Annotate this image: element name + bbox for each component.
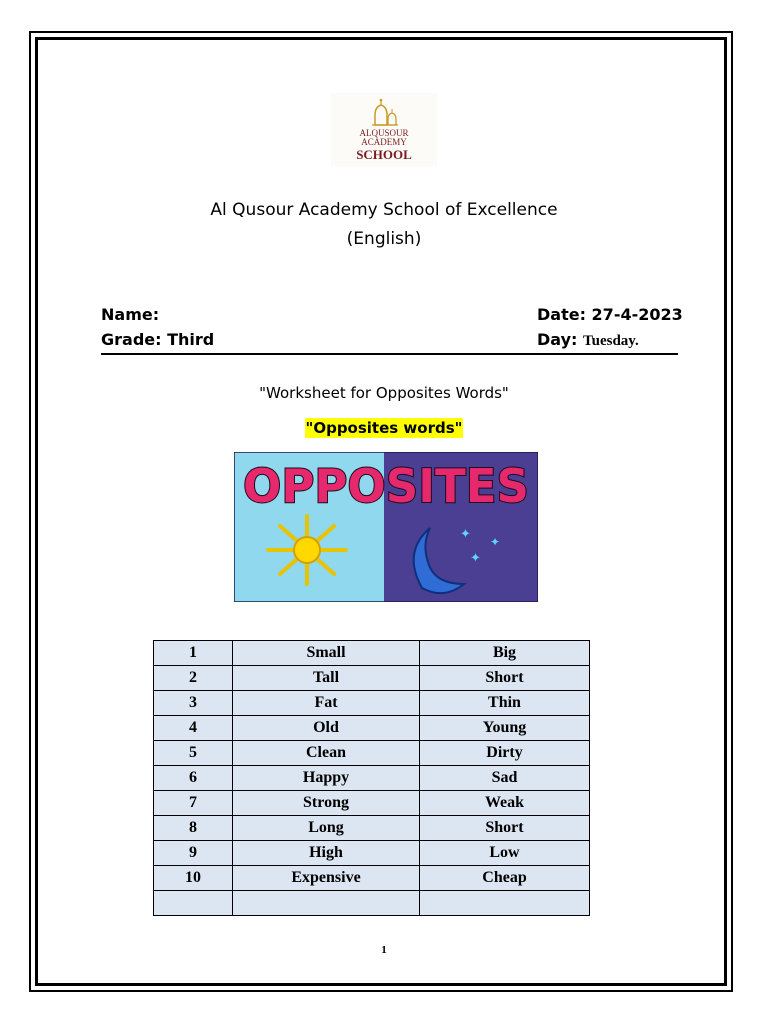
sun-icon (268, 516, 346, 584)
row-number-cell: 9 (154, 841, 233, 866)
opposites-banner (234, 452, 538, 602)
row-number-cell: 5 (154, 741, 233, 766)
date-label: Date: 27-4-2023 (537, 305, 683, 324)
name-label: Name: (101, 305, 160, 324)
word-cell: Happy (233, 766, 420, 791)
row-number-cell: 7 (154, 791, 233, 816)
highlight-title-wrap (34, 419, 734, 438)
opposite-word-cell: Cheap (420, 866, 590, 891)
row-number-cell: 1 (154, 641, 233, 666)
svg-text:✦: ✦ (490, 535, 501, 549)
row-number-cell: 3 (154, 691, 233, 716)
word-cell: Clean (233, 741, 420, 766)
table-row (154, 816, 590, 841)
opposite-word-cell: Big (420, 641, 590, 666)
day-value: Tuesday. (583, 333, 639, 349)
opposite-word-cell: Young (420, 716, 590, 741)
word-cell: Fat (233, 691, 420, 716)
logo-text-line1: ALQUSOUR (359, 128, 409, 138)
opposite-word-cell: Weak (420, 791, 590, 816)
opposite-word-cell: Short (420, 816, 590, 841)
opposite-word-cell: Sad (420, 766, 590, 791)
logo-text-line3: SCHOOL (356, 147, 412, 162)
table-row (154, 841, 590, 866)
table-row (154, 641, 590, 666)
row-number-cell: 8 (154, 816, 233, 841)
day-field (537, 330, 639, 350)
opposites-table (153, 640, 590, 916)
row-number-cell: 4 (154, 716, 233, 741)
row-number-cell (154, 891, 233, 916)
highlight-title: "Opposites words" (305, 419, 463, 437)
header-divider (101, 353, 678, 355)
table-row (154, 791, 590, 816)
table-row (154, 866, 590, 891)
table-row (154, 741, 590, 766)
table-row (154, 716, 590, 741)
word-cell: High (233, 841, 420, 866)
row-number-cell: 6 (154, 766, 233, 791)
svg-text:✦: ✦ (470, 551, 481, 566)
word-cell: Old (233, 716, 420, 741)
page-number: 1 (381, 944, 387, 956)
day-label: Day: (537, 330, 578, 349)
row-number-cell: 10 (154, 866, 233, 891)
opposite-word-cell: Dirty (420, 741, 590, 766)
word-cell: Strong (233, 791, 420, 816)
word-cell (233, 891, 420, 916)
opposite-word-cell: Thin (420, 691, 590, 716)
school-title: Al Qusour Academy School of Excellence (210, 200, 558, 220)
row-number-cell: 2 (154, 666, 233, 691)
opposite-word-cell: Short (420, 666, 590, 691)
word-cell: Long (233, 816, 420, 841)
table-row (154, 691, 590, 716)
table-row (154, 891, 590, 916)
word-cell: Expensive (233, 866, 420, 891)
banner-title: OPPOSITES (243, 459, 529, 513)
table-row (154, 666, 590, 691)
school-logo (331, 93, 437, 167)
word-cell: Small (233, 641, 420, 666)
table-row (154, 766, 590, 791)
worksheet-title: "Worksheet for Opposites Words" (259, 384, 509, 402)
grade-label: Grade: Third (101, 330, 215, 349)
word-cell: Tall (233, 666, 420, 691)
opposite-word-cell (420, 891, 590, 916)
svg-text:✦: ✦ (460, 527, 471, 542)
subject-subtitle: (English) (346, 229, 422, 249)
opposite-word-cell: Low (420, 841, 590, 866)
domes-icon (369, 97, 399, 127)
logo-text-line2: ACADEMY (361, 137, 407, 147)
